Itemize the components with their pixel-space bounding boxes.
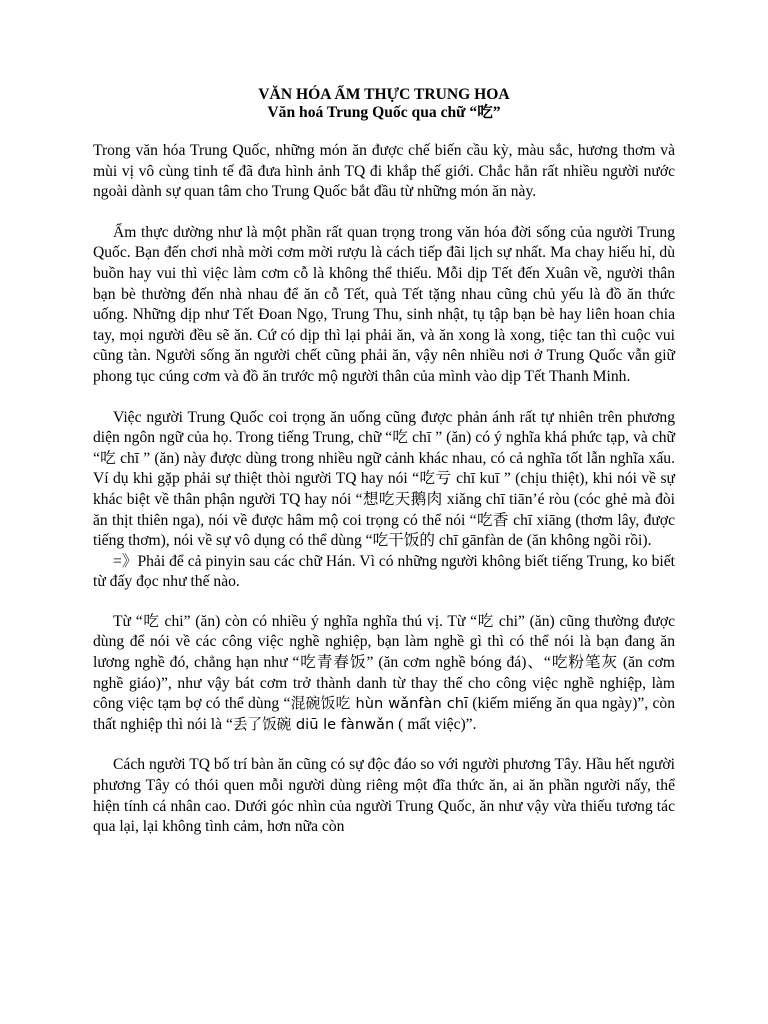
paragraph-career-meaning xyxy=(93,612,675,736)
paragraph-pinyin-note: =》Phải để cả pinyin sau các chữ Hán. Vì có những người không biết tiếng Trung, ko biết từ đấy đọc như thế nào. xyxy=(93,552,675,591)
paragraph-cuisine-importance: Ẩm thực dường như là một phần rất quan trọng trong văn hóa đời sống của người Trung Quốc. Bạn đến chơi nhà mời cơm mời rượu là cách tiếp đãi lịch sự nhất. Ma chay hiếu hỉ, dù buồn hay vui thì việc làm cơm cỗ là không thể thiếu. Mỗi dịp Tết đến Xuân về, người thân bạn bè thường đến nhà nhau để ăn cỗ Tết, quà Tết tặng nhau cũng chủ yếu là đồ ăn thức uống. Những dịp như Tết Đoan Ngọ, Trung Thu, sinh nhật, tụ tập bạn bè hay liên hoan chia tay, mọi người đều sẽ ăn. Cứ có dịp thì lại phải ăn, và ăn xong là xong, tiệc tan thì cuộc vui cũng tàn. Người sống ăn người chết cũng phải ăn, vậy nên nhiều nơi ở Trung Quốc vẫn giữ phong tục cúng cơm và đồ ăn trước mộ người thân của mình vào dịp Tết Thanh Minh. xyxy=(93,223,675,385)
paragraph-table-setting: Cách người TQ bố trí bàn ăn cũng có sự độc đáo so với người phương Tây. Hầu hết người phương Tây có thói quen mỗi người dùng riêng một đĩa thức ăn, ai ăn phần người nấy, thể hiện tính cá nhân cao. Dưới góc nhìn của người Trung Quốc, ăn như vậy vừa thiếu tương tác qua lại, lại không tình cảm, hơn nữa còn xyxy=(93,756,675,836)
document-page xyxy=(93,86,675,858)
paragraph-career-text-2: (kiếm miếng ăn qua ngày)”, còn thất nghiệp thì nói là “ xyxy=(93,695,675,733)
paragraph-intro: Trong văn hóa Trung Quốc, những món ăn được chế biến cầu kỳ, màu sắc, hương thơm và mùi vị vô cùng tinh tế đã đưa hình ảnh TQ đi khắp thế giới. Chắc hẳn rất nhiều người nước ngoài dành sự quan tâm cho Trung Quốc bắt đầu từ những món ăn này. xyxy=(93,142,675,201)
phrase-hun-wanfan-chi: 混碗饭吃 hùn wǎnfàn chī xyxy=(290,695,469,713)
paragraph-language: Việc người Trung Quốc coi trọng ăn uống cũng được phản ánh rất tự nhiên trên phương diện ngôn ngữ của họ. Trong tiếng Trung, chữ “吃 chī ” (ăn) có ý nghĩa khá phức tạp, và chữ “吃 chī ” (ăn) này được dùng trong nhiều ngữ cảnh khác nhau, có cả nghĩa tốt lẫn nghĩa xấu. Ví dụ khi gặp phải sự thiệt thòi người TQ hay nói “吃亏 chī kuī ” (chịu thiệt), khi nói về sự khác biệt về thân phận người TQ hay nói “想吃天鹅肉 xiǎng chī tiān’é ròu (cóc ghẻ mà đòi ăn thịt thiên nga), nói về được hâm mộ coi trọng có thể nói “吃香 chī xiāng (thơm lây, được tiếng thơm), nói về sự vô dụng có thể dùng “吃干饭的 chī gānfàn de (ăn không ngồi rồi). xyxy=(93,408,675,550)
phrase-diu-le-fanwan: 丢了饭碗 diū le fànwǎn xyxy=(232,715,395,733)
document-subtitle: Văn hoá Trung Quốc qua chữ “吃” xyxy=(267,104,501,121)
paragraph-career-text-3: ( mất việc)”. xyxy=(394,715,477,733)
paragraph-career-text-1: Từ “吃 chi” (ăn) còn có nhiều ý nghĩa nghĩa thú vị. Từ “吃 chi” (ăn) cũng thường được dùng để nói về các công việc nghề nghiệp, bạn làm nghề gì thì có thể nói là bạn đang ăn lương nghề đó, chẳng hạn như “吃青春饭” (ăn cơm nghề bóng đá)、“吃粉笔灰 (ăn cơm nghề giáo)”, như vậy bát cơm trở thành danh từ thay thế cho công việc nghề nghiệp, làm công việc tạm bợ có thể dùng “ xyxy=(93,612,675,713)
document-title: VĂN HÓA ẨM THỰC TRUNG HOA xyxy=(258,86,510,103)
